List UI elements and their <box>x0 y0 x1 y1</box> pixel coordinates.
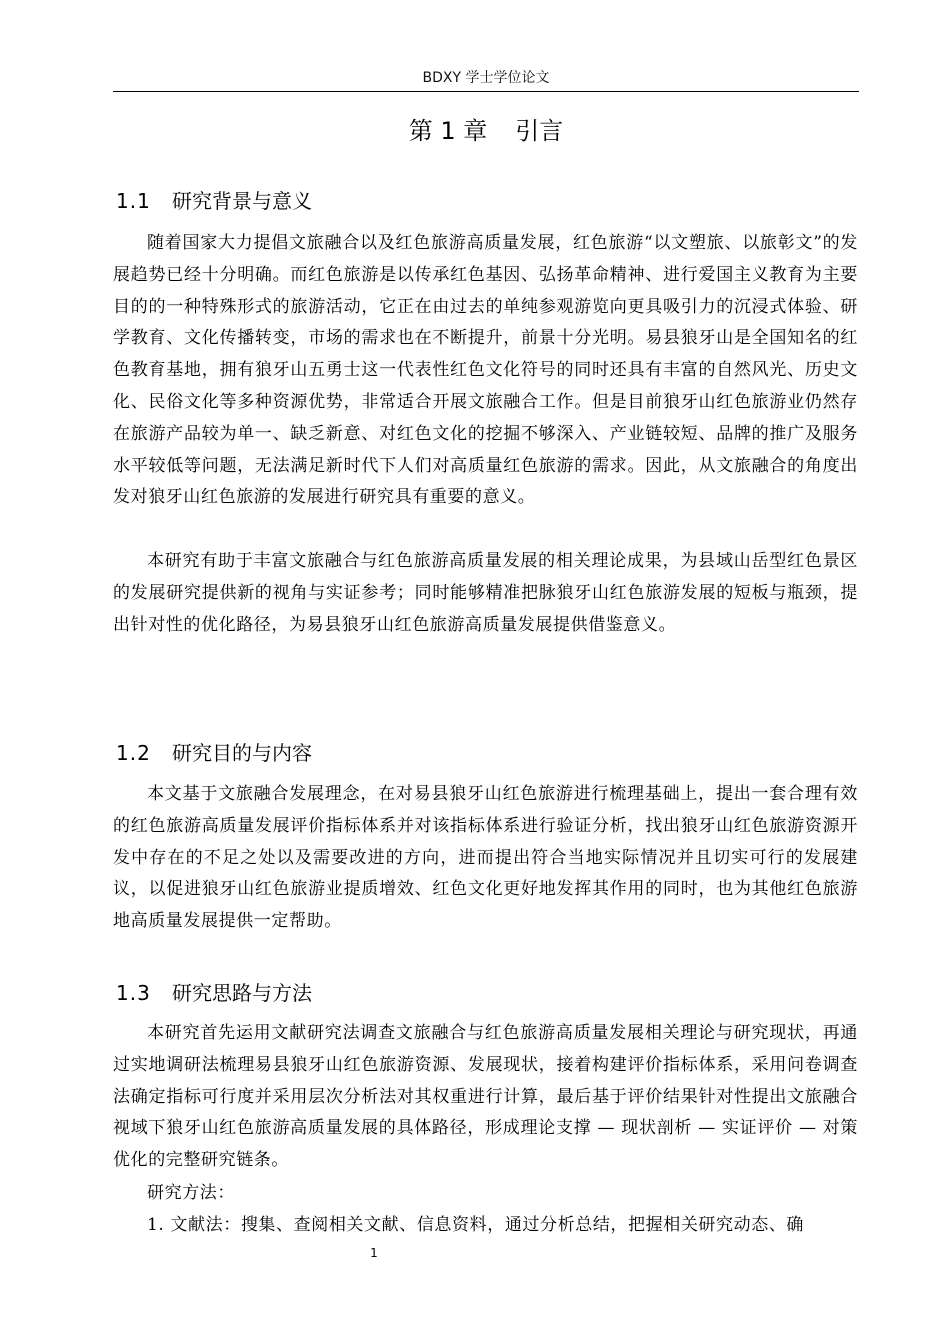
running-header: BDXY 学士学位论文 <box>422 70 550 86</box>
chapter-number: 第 1 章 <box>408 117 488 145</box>
paragraph: 1. 文献法：搜集、查阅相关文献、信息资料，通过分析总结，把握相关研究动态、确 <box>147 1215 805 1235</box>
paragraph: 本研究首先运用文献研究法调查文旅融合与红色旅游高质量发展相关理论与研究现状，再通过实地调研法梳理易县狼牙山红色旅游资源、发展现状，接着构建评价指标体系，采用问卷调查法确定指标可行度并采用层次分析法对其权重进行计算，最后基于评价结果针对性提出文旅融合视域下狼牙山红色旅游高质量发展的具体路径，形成理论支撑 — 现状剖析 — 实证评价 — 对策优化的完整研究链条。 <box>113 1023 858 1171</box>
paragraph: 本研究有助于丰富文旅融合与红色旅游高质量发展的相关理论成果，为县域山岳型红色景区的发展研究提供新的视角与实证参考；同时能够精准把脉狼牙山红色旅游发展的短板与瓶颈，提出针对性的优化路径，为易县狼牙山红色旅游高质量发展提供借鉴意义。 <box>113 551 858 635</box>
section-title: 研究目的与内容 <box>172 741 312 765</box>
paragraph: 随着国家大力提倡文旅融合以及红色旅游高质量发展，红色旅游“以文塑旅、以旅彰文”的发展趋势已经十分明确。而红色旅游是以传承红色基因、弘扬革命精神、进行爱国主义教育为主要目的的一种特殊形式的旅游活动，它正在由过去的单纯参观游览向更具吸引力的沉浸式体验、研学教育、文化传播转变，市场的需求也在不断提升，前景十分光明。易县狼牙山是全国知名的红色教育基地，拥有狼牙山五勇士这一代表性红色文化符号的同时还具有丰富的自然风光、历史文化、民俗文化等多种资源优势，非常适合开展文旅融合工作。但是目前狼牙山红色旅游业仍然存在旅游产品较为单一、缺乏新意、对红色文化的挖掘不够深入、产业链较短、品牌的推广及服务水平较低等问题，无法满足新时代下人们对高质量红色旅游的需求。因此，从文旅融合的角度出发对狼牙山红色旅游的发展进行研究具有重要的意义。 <box>113 233 858 508</box>
section-title: 研究思路与方法 <box>172 981 312 1005</box>
header-rule <box>113 91 859 92</box>
paragraph: 本文基于文旅融合发展理念，在对易县狼牙山红色旅游进行梳理基础上，提出一套合理有效的红色旅游高质量发展评价指标体系并对该指标体系进行验证分析，找出狼牙山红色旅游资源开发中存在的不足之处以及需要改进的方向，进而提出符合当地实际情况并且切实可行的发展建议，以促进狼牙山红色旅游业提质增效、红色文化更好地发挥其作用的同时，也为其他红色旅游地高质量发展提供一定帮助。 <box>113 784 858 932</box>
page-number: 1 <box>370 1246 378 1260</box>
section-number: 1.3 <box>116 981 151 1005</box>
section-heading-1-2 <box>116 738 312 768</box>
chapter-title-text: 引言 <box>515 117 564 145</box>
section-heading-1-1 <box>116 186 312 216</box>
paragraph-label: 研究方法： <box>147 1183 235 1203</box>
section-heading-1-3 <box>116 978 312 1008</box>
section-title: 研究背景与意义 <box>172 189 312 213</box>
section-number: 1.2 <box>116 741 151 765</box>
section-number: 1.1 <box>116 189 151 213</box>
chapter-title <box>113 112 859 150</box>
